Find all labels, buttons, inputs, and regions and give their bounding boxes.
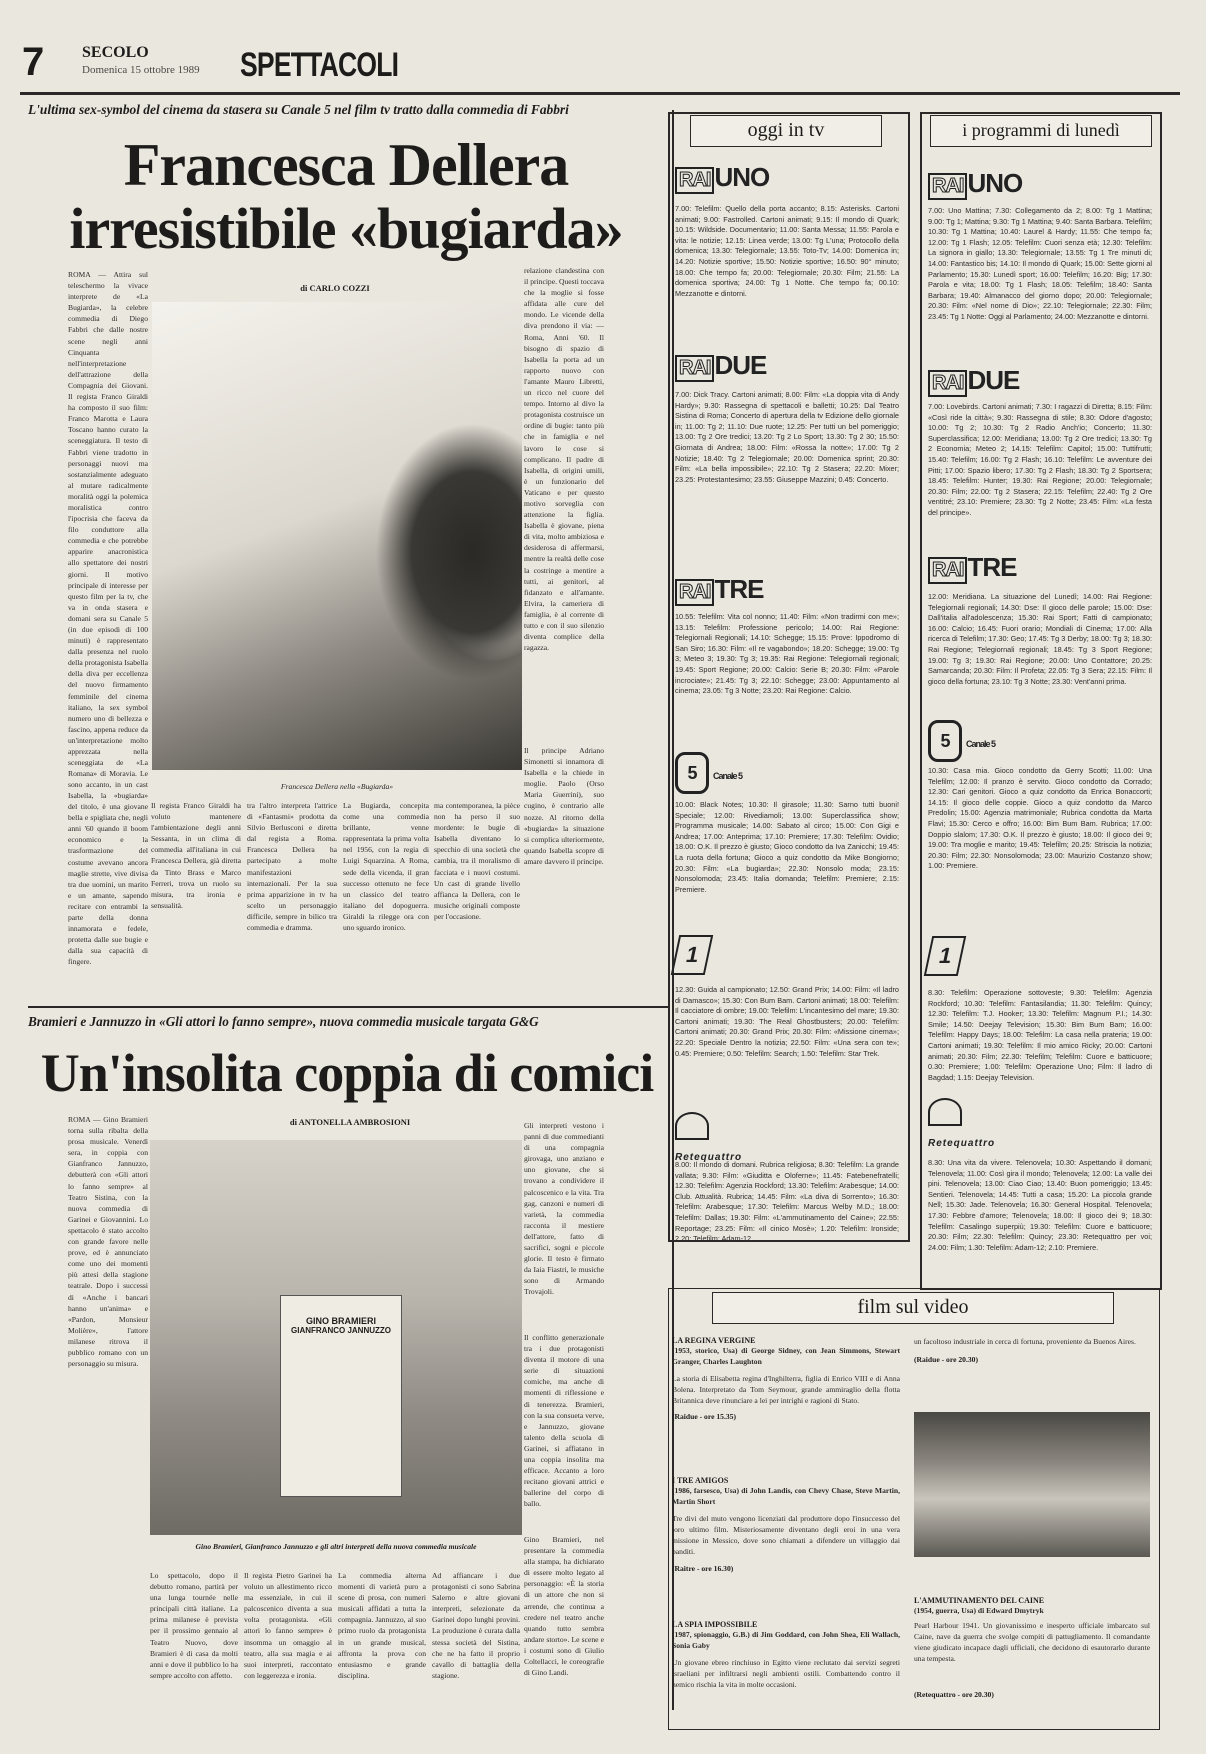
film-1-channel: (Raidue - ore 15.35): [672, 1412, 736, 1422]
film-2-text: Tre divi del muto vengono licenziati dal produttore dopo l'insuccesso del loro ultimo film. Misteriosamente diventano degli eroi in una vera missione in Messico, dove sono chiamati a difendere un villaggio dai banditi.: [672, 1514, 900, 1557]
canale5-today-schedule: 10.00: Black Notes; 10.30: Il girasole; 11.30: Sarno tutti buoni! Speciale; 12.00: Rivediamoli; 13.00: Superclassifica show; Programma musicale; 14.00: Sabato al circo; 15.00: Con Gigi e Andrea; 17.00: Anteprima; 17.10: Premiere; 17.30: Telefilm: Ovidio; 18.00: O.K. Il prezzo è giusto; Gioco condotto da Iva Zanicchi; 19.45: La ruota della fortuna; Gioco a quiz condotto da Mike Bongiorno; 20.30: Film: «La bugiarda»; 22.30: Nonsolo moda; 23.15: Nonsolomoda; 23.45: Italia domanda; Telefilm: Premiere; 2.15: Premiere.: [675, 800, 899, 894]
film-1: [672, 1336, 900, 1421]
retequattro-logo-monday: Retequattro: [928, 1098, 995, 1152]
film-4: [914, 1596, 1150, 1699]
italia1-logo-monday: 1: [928, 936, 962, 976]
italia1-logo-today: 1: [675, 935, 709, 975]
masthead-rule: [20, 92, 1180, 95]
section-title: SPETTACOLI: [240, 46, 399, 84]
bramieri-photo-caption: Gino Bramieri, Gianfranco Jannuzzo e gli altri interpreti della nuova commedia musicale: [195, 1542, 477, 1551]
raitre-today-schedule: 10.55: Telefilm: Vita col nonno; 11.40: Film: «Non tradirmi con me»; 13.15: Telefilm: Professione pericolo; 14.00: Rai Regione: Telegiornali Regionali; 14.10: Schegge; 15.15: Prove: Ippodromo di San Siro; 16.30: Film: «Il re vagabondo»; 18.20: Schegge; 19.00: Tg 3; Meteo 3; 19.30: Tg 3; 19.35: Rai Regione: Telegiornali regionali; 19.45: Sport Regione; 20.00: Calcio: Serie B; 20.30: Film: «Parole incrociate»; 21.45: Tg 3; 22.10: Schegge; 23.00: Appuntamento al cinema; 23.05: Tg 3 Notte; 23.20: Rai Regione: Calcio.: [675, 612, 899, 696]
dellera-photo: [152, 302, 522, 770]
film-3-title: LA SPIA IMPOSSIBILE: [672, 1620, 758, 1629]
raidue-monday-schedule: 7.00: Lovebirds. Cartoni animati; 7.30: I ragazzi di Diretta; 8.15: Film: «Così ride la città»; 9.30: Rassegna di stile; 8.30: Odore d'agosto; 10.00: Tg 2; 10.30: Tg 2 Radio Anch'io; Concerto; 11.30: Superclassifica; 12.00: Meridiana; 13.00: Tg 2 Ore tredici; 13.30: Tg 2 Economia; Meteo 2; 14.15: Telefilm: Capitol; 15.00: Tuttifrutti; 15.40: Telefilm; 16.00: Tg 2 Flash; 16.10: Telefilm: Le avventure dei Pitti; 17.00: Spazio libero; 17.30: Tg 2 Flash; 18.30: Tg 2 Sportsera; 18.45: Telefilm: Hunter; 19.30: Rai Regione; 20.00: Telegiornale; 20.30: Film; 22.00: Tg 2 Stasera; 22.15: Telefilm; 22.40: Tg 2 Ore ventitré; 23.10: Premiere; 23.30: Tg 2 Notte; 23.45: Film: «La festa del principe».: [928, 402, 1152, 517]
article1-col5: tra l'altro interpreta l'attrice di «Fantasmi» prodotta da Silvio Berlusconi e diretta dal regista a Roma. Francesca Dellera ha partecipato a molte manifestazioni internazionali. Per la sua prima apparizione in tv ha scelto un personaggio difficile, sempre in bilico tra commedia e dramma.: [247, 801, 337, 933]
article2-col3: Il conflitto generazionale tra i due protagonisti diventa il motore di una serie di situazioni comiche, ma anche di momenti di riflessione e di tenerezza. Bramieri, con la sua consueta verve, e Jannuzzo, giovane talento della scuola di Garinei, si affiatano in una coppia insolita ma efficace. Accanto a loro recitano giovani attrici e ballerine del corpo di ballo.: [524, 1333, 604, 1509]
film-continued-text: un facoltoso industriale in cerca di fortuna, proveniente da Buenos Aires.: [914, 1337, 1136, 1346]
canale5-logo-today: 5 Canale 5: [675, 752, 742, 794]
film-2-meta: (1986, farsesco, Usa) di John Landis, con Chevy Chase, Steve Martin, Martin Short: [672, 1486, 900, 1507]
article2-col1: ROMA — Gino Bramieri torna sulla ribalta della prosa musicale. Venerdì sera, in coppia con Gianfranco Jannuzzo, debutterà con «Gli attori lo fanno sempre» al Teatro Sistina, con la nuova commedia di Garinei e Giovannini. Lo spettacolo è stato accolto con grande favore nelle prove, ed è annunciato come uno dei momenti più attesi della stagione teatrale. Dopo i successi di «Anche i bancari hanno un'anima» e «Pardon, Monsieur Molière», l'attore milanese ritrova il pubblico romano con un personaggio su misura.: [68, 1115, 148, 1369]
article1-col6: La Bugiarda, concepita come una commedia brillante, venne rappresentata la prima volta nel 1956, con la regia di Luigi Squarzina. A Roma, sede della vicenda, il gran successo ottenuto ne fece un classico del teatro italiano del dopoguerra. Giraldi la rilegge ora con uno sguardo ironico.: [343, 801, 429, 933]
film-4-text: Pearl Harbour 1941. Un giovanissimo e inesperto ufficiale imbarcato sul Caine, nave da guerra che svolge compiti di pattugliamento. Il comandante viene giudicato incapace dagli ufficiali, che decidono di esautorarlo durante una tempesta.: [914, 1621, 1150, 1664]
poster-name-1: GINO BRAMIERI: [305, 1316, 376, 1326]
article1-col2: relazione clandestina con il principe. Questi toccava che la moglie si fosse affidata alle cure del mondo. Le vicende della diva prendono il via: — Roma, Anni '60. Il bisogno di spazio di Isabella la porta ad un rapporto nuovo con l'amante Mauro Libretti, un ricco nel cuore del tempo. Intorno al divo la protagonista costruisce un ordine di bugie: tanto più che in famiglia e nel lavoro le cose si complicano. Il padre di Isabella, di origini umili, è un funzionario del Vaticano e per questo motivo sorveglia con attenzione la figlia. Isabella è giovane, piena di vita, molto ambiziosa e desiderosa di affermarsi, mentre la realtà delle cose la costringe a mentire a tutti, ai genitori, al fidanzato e all'amante. Elvira, la cameriera di famiglia, è al corrente di tutto e con il suo silenzio diventa complice della ragazza.: [524, 266, 604, 653]
film-continued-channel: (Raidue - ore 20.30): [914, 1355, 978, 1365]
article2-kicker: Bramieri e Jannuzzo in «Gli attori lo fanno sempre», nuova commedia musicale targata G&G: [28, 1014, 539, 1029]
canale5-label-today: Canale 5: [713, 771, 743, 781]
raidue-logo-monday: RAI DUE: [928, 365, 1019, 397]
article2-col6: Il regista Pietro Garinei ha voluto un allestimento ricco ma essenziale, in cui il palcoscenico diventa a sua volta protagonista. «Gli attori lo fanno sempre» è insomma un omaggio al teatro, alla sua magia e ai suoi interpreti, raccontato con leggerezza e ironia.: [244, 1571, 332, 1680]
article1-col4: Il regista Franco Giraldi ha voluto mantenere l'ambientazione degli anni Sessanta, in un clima di commedia all'italiana in cui Francesca Dellera, già diretta da Tinto Brass e Marco Ferreri, trova un ruolo su misura, tra ironia e sensualità.: [151, 801, 241, 910]
caine-film-still: [914, 1412, 1150, 1557]
raiuno-monday-schedule: 7.00: Uno Mattina; 7.30: Collegamento da 2; 8.00: Tg 1 Mattina; 9.00: Tg 1; Mattina; 9.30: Tg 1 Mattina; 9.40: Santa Barbara. Telefilm; 10.30: Tg 1 Mattina; 10.40: Laurel & Hardy; 11.55: Che tempo fa; 12.00: Tg 1 Flash; 12.05: Telefilm: Cuori senza età; 12.30: Telefilm: La signora in giallo; 13.30: Telegiornale; 13.55: Tg 1 Tre minuti di; 14.00: Fantastico bis; 14.10: Il mondo di Quark; 15.00: Sette giorni al Parlamento; 15.30: Lunedì sport; 16.00: Telefilm; 16.20: Big; 17.30: Parola e vita; 18.00: Tg 1 Flash; 18.05: Telefilm; 18.40: Santa Barbara; 19.40: Almanacco del giorno dopo; 20.00: Telegiornale; 20.30: Film: «Nel nome di Dio»; 22.10: Telegiornale; 22.30: Film; 23.45: Tg 1 Notte: Oggi al Parlamento; 24.00: Mezzanotte e dintorni.: [928, 206, 1152, 321]
film-3: [672, 1620, 900, 1727]
film-2-channel: (Raitre - ore 16.30): [672, 1563, 734, 1573]
film-2: [672, 1476, 900, 1573]
article2-col2: Gli interpreti vestono i panni di due commedianti di una compagnia girovaga, uno anziano e uno giovane, che si trovano a condividere il palcoscenico e la vita. Tra gag, canzoni e numeri di varietà, la commedia racconta il mestiere dell'attore, fatto di sacrifici, sogni e piccole glorie. Il testo è firmato da Iaia Fiastri, le musiche sono di Armando Trovajoli.: [524, 1121, 604, 1297]
article1-headline-line1: Francesca Dellera: [123, 132, 569, 198]
raidue-today-schedule: 7.00: Dick Tracy. Cartoni animati; 8.00: Film: «La doppia vita di Andy Hardy»; 9.30: Rassegna di spettacoli e balletti; 10.25: Dal Teatro Sistina di Roma; Concerto di apertura della tv Edizione dello giornale in; 11.00: Tg 2; 11.10: Due ruote; 12.25: Per tutti un bel pomeriggio; 13.00: Tg 2 Ore tredici; 13.20: Tg 2 Lo Sport; 13.30: Tg 2 30; 15.50: Giornata di Andrea; 18.00: Film: «Rossa la notte»; 17.00: Tg 2 Notizie; 18.40: Tg 2 Telegiornale; 20.00: Domenica sprint; 20.30: Film: «La bella impossibile»; 22.10: Tg 2 Stasera; 22.20: Mixer; 23.25: Protestantesimo; 23.55: Giuseppe Mazzini; 0.45: Concerto.: [675, 390, 899, 484]
film-2-title: I TRE AMIGOS: [672, 1476, 729, 1485]
raitre-logo-monday: RAI TRE: [928, 552, 1016, 584]
canale5-label-monday: Canale 5: [966, 739, 996, 749]
film-1-text: La storia di Elisabetta regina d'Inghilterra, figlia di Enrico VIII e di Anna Bolena. Interpretato da Tom Seymour, grande ammiraglio della flotta Britannica deve rinunciare a lei per intrighi e ragioni di Stato.: [672, 1374, 900, 1406]
raiuno-today-schedule: 7.00: Telefilm: Quello della porta accanto; 8.15: Asterisks. Cartoni animati; 9.00: Fastrolled. Cartoni animati; 9.15: Il mondo di Quark; 10.15: Wildside. Documentario; 11.00: Santa Messa; 11.55: Parola e vita: le notizie; 12.15: Linea verde; 13.00: Tg L'una; Protocollo della domenica; 13.30: Telegiornale; 13.55: Toto-Tv; 14.00: Domenica in; 14.20: Notizie sportive; 15.50: Notizie sportive; 16.50: 90° minuto; 18.00: Che tempo fa; 20.00: Telegiornale; 20.30: Film; 21.55: La domenica sportiva; 24.00: Tg 1 Notte. Che tempo fa; 00.10: Mezzanotte e dintorni.: [675, 204, 899, 298]
article1-col1: ROMA — Attira sul teleschermo la vivace interprete de «La Bugiarda», la celebre commedia di Diego Fabbri che dalle nostre scene negli anni Cinquanta nell'interpretazione dell'attrazione della Compagnia dei Giovani. Il regista Franco Giraldi ha composto il suo film: Franco Marotta e Laura Toscano hanno curato la sceneggiatura. Il testo di Fabbri viene tradotto in personaggi nuovi ma sostanzialmente adeguato al mutare radicalmente moralità oggi la polemica moralistica contro l'ipocrisia che faceva da filo conduttore alla commedia e che potrebbe apparire anacronistica allo spettatore dei nostri giorni. Il motivo principale di interesse per questo film per la tv, che va in onda stasera e domani sera su Canale 5 (in due episodi di 100 minuti) è rappresentato dalla presenza nel ruolo della protagonista Isabella della diva per eccellenza del nuovo firmamento femminile del cinema italiano, la sex symbol numero uno di bellezza e fascino, appena reduce da un'interpretazione molto apprezzata nella sceneggiata de «La Romana» di Moravia. Le sono accanto, in un cast: [68, 270, 148, 789]
film-4-title: L'AMMUTINAMENTO DEL CAINE: [914, 1596, 1045, 1605]
newspaper-name: SECOLO: [82, 44, 149, 61]
article2-col8: Ad affiancare i due protagonisti ci sono Sabrina Salerno e altre giovani interpreti, selezionate da Garinei dopo lunghi provini. La produzione è curata dalla stessa società del Sistina, che ne ha fatto il proprio cavallo di battaglia della stagione.: [432, 1571, 520, 1680]
issue-date: Domenica 15 ottobre 1989: [82, 64, 200, 76]
article1-bottom-rule: [28, 1006, 668, 1008]
bramieri-photo: [150, 1140, 522, 1535]
article1-col1b: Isabella, la «bugiarda» del titolo, è una giovane bella e spigliata che, negli anni '60 quando il boom economico e la trasformazione del costume avevano ancora maglie strette, vive divisa tra due uomini, un marito e un amante, sapendo recitare con entrambi la parte della donna innamorata e fedele, protetta dalle sue bugie e dalla sua capacità di fingere.: [68, 791, 148, 967]
dellera-photo-caption: Francesca Dellera nella «Bugiarda»: [280, 782, 394, 791]
theatre-poster: [280, 1295, 402, 1497]
tv-monday-header: i programmi di lunedì: [930, 115, 1152, 147]
film-3-text: Un giovane ebreo rinchiuso in Egitto viene reclutato dai servizi segreti israeliani per infiltrarsi negli ambienti ostili. Combattendo contro il nemico rischia la vita in molte occasioni.: [672, 1658, 900, 1690]
raitre-logo-today: RAI TRE: [675, 574, 763, 606]
raidue-logo-today: RAI DUE: [675, 350, 766, 382]
film-continued: [914, 1336, 1150, 1364]
film-4-meta: (1954, guerra, Usa) di Edward Dmytryk: [914, 1606, 1044, 1615]
retequattro-today-schedule: 8.00: Il mondo di domani. Rubrica religiosa; 8.30: Telefilm: La grande vallata; 9.30: Film: «Giuditta e Oloferne»; 11.45: Fatebenefratelli; 12.30: Telefilm: Agenzia Rockford; 13.30: Telefilm: Arabesque; 14.00: Club. Attualità. Rubrica; 14.45: Film: «La diva di Sorrento»; 16.30: Telefilm: Arabesque; 17.30: Telefilm: Marcus Welby M.D.; 18.00: Telefilm: Dallas; 19.30: Film: «L'ammutinamento del Caine»; 22.55: Reportage; 23.25: Film: «Il cinico Mosè»; 1.20: Telefilm: Ironside; 2.20: Telefilm: Adam-12.: [675, 1160, 899, 1244]
raitre-monday-schedule: 12.00: Meridiana. La situazione del Lunedì; 14.00: Rai Regione: Telegiornali regionali; 14.30: Dse: Il gioco delle parole; 15.00: Dse: Dall'italia all'adolescenza; 15.30: Rai Sport; Fatti di campionato; 16.00: Calcio; 16.45: Fuori orario; Mondiali di Cinema; 17.00: Alla ricerca di Telefilm; 17.30: Geo; 17.45: Tg 3 Derby; 18.00: Tg 3; 18.30: Rai Regione; Telegiornali regionali; 18.45: Tg 3 Sport Regione; 19.00: Tg 3; 19.30: Rai Regione; 20.00: Uno Contattore; 20.25: Samarcanda; 20.30: Film: Il Profeta; 22.05: Tg 3 Sera; 22.15: Film: Il gioco della fortuna; 23.10: Tg 3 Notte; 23.30: Vent'anni prima.: [928, 592, 1152, 686]
raiuno-logo-monday: RAI UNO: [928, 168, 1022, 200]
film-1-title: LA REGINA VERGINE: [672, 1336, 756, 1345]
article1-headline-line2: irresistibile «bugiarda»: [69, 196, 623, 261]
article2-col5: Lo spettacolo, dopo il debutto romano, partirà per una lunga tournée nelle principali città italiane. La prima milanese è prevista per il prossimo gennaio al Teatro Nuovo, dove Bramieri è di casa da molti anni e dove il pubblico lo ha sempre accolto con affetto.: [150, 1571, 238, 1680]
film-1-meta: (1953, storico, Usa) di George Sidney, con Jean Simmons, Stewart Granger, Charles Laughton: [672, 1346, 900, 1367]
article1-col2b: Il principe Adriano Simonetti si innamora di Isabella e la chiede in moglie. Paolo (Orso Maria Guerrini), suo cugino, è contrario alle nozze. Al ritorno della «bugiarda» la situazione si complica ulteriormente, quando Isabella scopre di amare davvero il principe.: [524, 746, 604, 866]
article2-col7: La commedia alterna momenti di varietà puro a scene di prosa, con numeri musicali affidati a tutta la compagnia. Jannuzzo, al suo primo ruolo da protagonista in un grande musical, affronta la prova con entusiasmo e grande disciplina.: [338, 1571, 426, 1680]
italia1-today-schedule: 12.30: Guida al campionato; 12.50: Grand Prix; 14.00: Film: «Il ladro di Damasco»; 15.30: Con Bum Bam. Cartoni animati; 18.00: Telefilm: Il cacciatore di ombre; 19.00: Telefilm: L'incantesimo del mare; 19.30: Cartoni animati; 19.30: The Real Ghostbusters; 20.00: Telefilm: Cartoni animati; 20.30: Grand Prix; 20.30: Film: «Missione cinema»; 22.20: Speciale Dentro la notizia; 22.50: Film: «Una sera con te»; 0.45: Premiere; 0.50: Telefilm: Search; 1.50: Telefilm: Star Trek.: [675, 985, 899, 1058]
article2-col4: Gino Bramieri, nel presentare la commedia alla stampa, ha dichiarato di essere molto legato al personaggio: «È la storia di un attore che non si arrende, che continua a credere nel teatro anche quando tutto sembra andare storto». Le scene e i costumi sono di Giulio Coltellacci, le coreografie di Gino Landi.: [524, 1535, 604, 1678]
film-4-channel: (Retequattro - ore 20.30): [914, 1690, 994, 1700]
film-video-header: film sul video: [712, 1292, 1114, 1324]
canale5-monday-schedule: 10.30: Casa mia. Gioco condotto da Gerry Scotti; 11.00: Una Telefilm; 12.00: Il pranzo è servito. Gioco condotto da Corrado; 12.30: Cari genitori. Gioco a quiz condotto da Enrica Bonaccorti; 14.15: Il gioco delle coppie. Gioco a quiz condotto da Marco Predolin; 15.00: Agenzia matrimoniale; Rubrica condotta da Marta Flavi; 15.30: Cerco e offro; 16.00: Bim Bum Bam. Rubrica; 17.00: Doppio slalom; 17.30: O.K. Il prezzo è giusto; 18.00: Il gioco dei 9; 19.00: Tra moglie e marito; 19.45: Telefilm; 20.25: Striscia la notizia; 20.30: Film; 22.30: Nonsolomoda; 23.00: Maurizio Costanzo show; 1.00: Premiere.: [928, 766, 1152, 871]
italia1-monday-schedule: 8.30: Telefilm: Operazione sottoveste; 9.30: Telefilm: Agenzia Rockford; 10.30: Telefilm: Fantasilandia; 11.30: Telefilm: Quincy; 12.30: Telefilm: T.J. Hooker; 13.30: Telefilm: Magnum P.I.; 14.30: Smile; 14.50: Deejay Television; 15.30: Bim Bum Bam; 16.00: Telefilm: Happy Days; 18.00: Telefilm: La casa nella prateria; 19.00: Cartoni animati; 19.30: Telefilm: Il mio amico Ricky; 20.00: Cartoni animati; 20.30: Film; 22.30: Telefilm; Telefilm: Cuore e batticuore; 0.30: Premiere; 1.00: Telefilm: Operazione Uno; Film: Il ladro di Bagdad; 1.15: Deejay Television.: [928, 988, 1152, 1082]
canale5-logo-monday: 5 Canale 5: [928, 720, 995, 762]
page-number: 7: [22, 40, 45, 84]
film-3-meta: (1987, spionaggio, G.B.) di Jim Goddard, con John Shea, Eli Wallach, Sonia Gaby: [672, 1630, 900, 1651]
article2-byline: di ANTONELLA AMBROSIONI: [289, 1117, 411, 1127]
article1-byline: di CARLO COZZI: [300, 283, 370, 293]
poster-name-2: GIANFRANCO JANNUZZO: [291, 1326, 391, 1335]
tv-today-header: oggi in tv: [690, 115, 882, 147]
retequattro-logo-today: Retequattro: [675, 1112, 742, 1166]
article1-col7: ma contemporanea, la pièce non ha perso il suo mordente: le bugie di Isabella diventano lo specchio di una società che cambia, tra il moralismo di facciata e i nuovi costumi. Un cast di grande livello affianca la Dellera, con le musiche originali composte per l'occasione.: [434, 801, 520, 921]
retequattro-monday-schedule: 8.30: Una vita da vivere. Telenovela; 10.30: Aspettando il domani; Telenovela; 11.00: Così gira il mondo; Telenovela; 12.00: La valle dei pini. Telenovela; 13.00: Ciao Ciao; 13.40: Buon pomeriggio; 13.45: Sentieri. Telenovela; 14.45: Tutti a casa; 15.20: La piccola grande Nell; 15.30: Jade. Telenovela; 16.30: General Hospital. Telenovela; 17.30: Febbre d'amore; Telenovela; 18.00: Il gioco dei 9; 18.30: Telefilm: Casalingo superpiù; 19.30: Telefilm: Cuore e batticuore; 20.30: Film; 22.30: Telefilm: Quincy; 23.30: Retequattro per voi; 24.00: Film; 1.30: Telefilm: Adam-12; 2.10: Premiere.: [928, 1158, 1152, 1252]
article2-headline: Un'insolita coppia di comici: [40, 1043, 654, 1103]
raiuno-logo-today: RAI UNO: [675, 162, 769, 194]
article1-kicker: L'ultima sex-symbol del cinema da stasera su Canale 5 nel film tv tratto dalla commedia di Fabbri: [28, 102, 569, 117]
